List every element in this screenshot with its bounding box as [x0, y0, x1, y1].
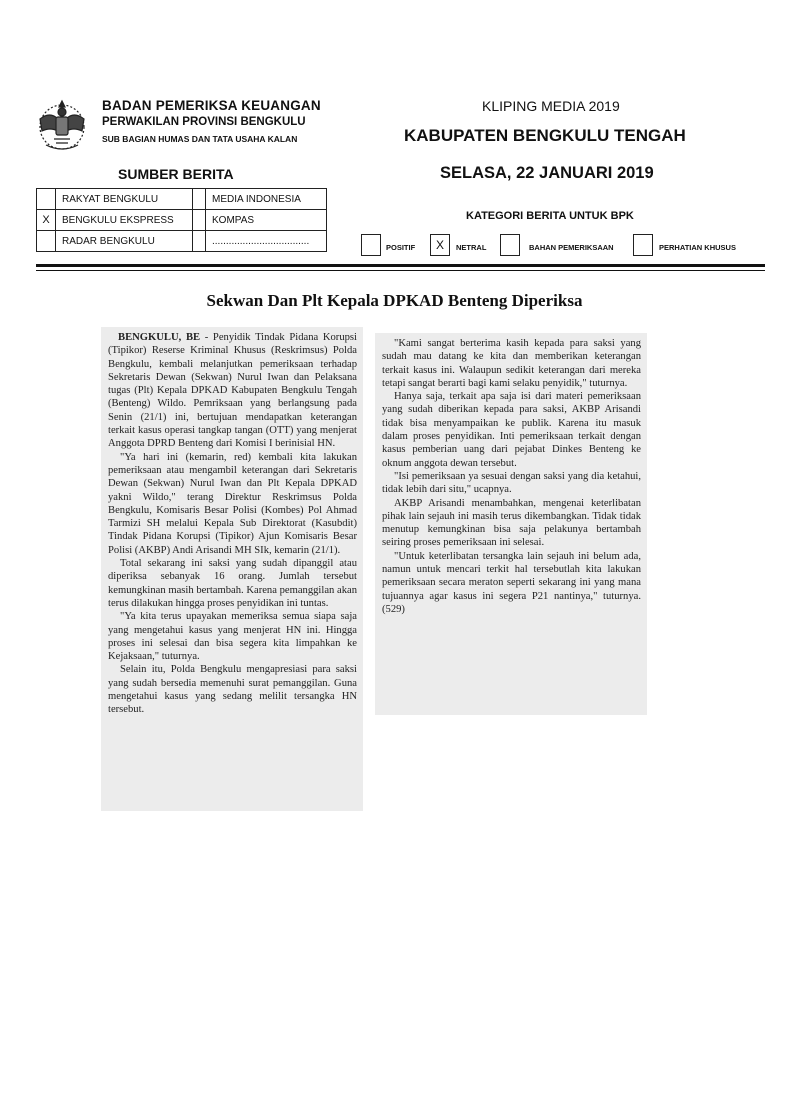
category-label: NETRAL: [456, 243, 487, 252]
article-paragraph: "Isi pemeriksaan ya sesuai dengan saksi yang dia ketahui, tidak lebih dari situ," ucapnya.: [382, 470, 641, 496]
divider-rule: [36, 264, 765, 267]
source-name: BENGKULU EKSPRESS: [56, 210, 193, 231]
category-label: PERHATIAN KHUSUS: [659, 243, 736, 252]
source-name: ...................................: [206, 231, 327, 252]
article-column-1: [101, 327, 363, 811]
source-gap: [193, 231, 206, 252]
source-table: [36, 188, 327, 252]
article-dateline: BENGKULU, BE: [118, 332, 201, 343]
source-row: [37, 189, 327, 210]
article-paragraph: [108, 331, 357, 451]
source-name: MEDIA INDONESIA: [206, 189, 327, 210]
category-checkbox-positif: [361, 234, 381, 256]
category-checkbox-netral: X: [430, 234, 450, 256]
region-title: KABUPATEN BENGKULU TENGAH: [404, 126, 686, 145]
source-row: [37, 210, 327, 231]
org-subname: PERWAKILAN PROVINSI BENGKULU: [102, 116, 306, 128]
article-paragraph: "Untuk keterlibatan tersangka lain sejauh ini belum ada, namun untuk mencari terkit hal tersebutlah kita lakukan pemeriksaan secara meraton seperti sekarang ini yang mana tujuannya agar kasus ini segera P21 nantinya," tuturnya. (529): [382, 550, 641, 615]
source-mark: [37, 231, 56, 252]
kliping-title: KLIPING MEDIA 2019: [482, 98, 620, 114]
article-paragraph: AKBP Arisandi menambahkan, mengenai keterlibatan pihak lain sejauh ini masih terus dikembangkan. Tidak tidak menutup kemungkinan bisa saja pelakunya bertambah seiring proses pemeriksaan ini selesai.: [382, 497, 641, 549]
source-row: [37, 231, 327, 252]
article-paragraph: "Ya hari ini (kemarin, red) kembali kita lakukan pemeriksaan atau mengambil keterangan dari Sekretaris Dewan (Sekwan) Nurul Iwan dan Plt Kepala DPKAD yakni Wildo," terang Direktur Reskrimsus Polda Bengkulu, Komisaris Besar Polisi (Kombes) Pol Ahmad Tarmizi SH melalui Kepala Sub Direktorat (Kasubdit) Tindak Pidana Korupsi (Tipikor) Ajun Komisaris Besar Polisi (AKBP) Andi Arisandi MH SIk, kemarin (21/1).: [108, 451, 357, 556]
source-name: KOMPAS: [206, 210, 327, 231]
article-paragraph: "Kami sangat berterima kasih kepada para saksi yang sudah mau datang ke kita dan memberikan keterangan terkait kasus ini. Walaupun sedikit keterangan dari mereka tetapi sangat berarti bagi kami selaku penyidik," tuturnya.: [382, 338, 641, 389]
category-label: BAHAN PEMERIKSAAN: [529, 243, 614, 252]
date-title: SELASA, 22 JANUARI 2019: [440, 164, 654, 182]
source-gap: [193, 210, 206, 231]
source-gap: [193, 189, 206, 210]
category-checkbox-perhatian: [633, 234, 653, 256]
article-paragraph: Hanya saja, terkait apa saja isi dari materi pemeriksaan yang sudah diberikan kepada para saksi, AKBP Arisandi tidak bisa menyampaikan ke publik. Karena itu masuk dalam proses penyidikan. Inti pemeriksaan terkait dengan kasus pemberian uang dari pejabat Dinkes Benteng ke oknum anggota dewan tersebut.: [382, 391, 641, 469]
category-heading: KATEGORI BERITA UNTUK BPK: [466, 210, 634, 222]
category-checkbox-bahan: [500, 234, 520, 256]
category-label: POSITIF: [386, 243, 416, 252]
source-mark: [37, 189, 56, 210]
article-text: - Penyidik Tindak Pidana Korupsi (Tipikor) Reserse Kriminal Khusus (Reskrimsus) Polda Bengkulu, kembali melanjutkan pemeriksaan terhadap Sekretaris Dewan (Sekwan) Nurul Iwan dan Pelaksana tugas (Plt) Kepala DPKAD Kabupaten Bengkulu Tengah (Benteng) Wildo. Pemriksaan yang berlangsung pada Senin (21/1) ini, bertujuan mendapatkan keterangan terkait kasus operasi tangkap tangan (OTT) yang menjerat Anggota DPRD Benteng dari Komisi I berinisial HN.: [108, 332, 357, 450]
org-name: BADAN PEMERIKSA KEUANGAN: [102, 98, 321, 113]
bpk-garuda-logo-icon: [32, 97, 92, 153]
article-paragraph: Total sekarang ini saksi yang sudah dipanggil atau diperiksa sebanyak 16 orang. Jumlah tersebut kemungkinan masih bertambah. Karena pemanggilan akan terus dilakukan hingga proses penyidikan ini tuntas.: [108, 558, 357, 609]
article-paragraph: "Ya kita terus upayakan memeriksa semua siapa saja yang mengetahui kasus yang menjerat HN ini. Hingga proses ini selesai dan bisa segera kita limpahkan ke Kejaksaan," tuturnya.: [108, 611, 357, 663]
article-column-2: [375, 333, 647, 715]
source-mark: X: [37, 210, 56, 231]
org-division: SUB BAGIAN HUMAS DAN TATA USAHA KALAN: [102, 134, 298, 144]
article-headline: Sekwan Dan Plt Kepala DPKAD Benteng Diperiksa: [206, 291, 583, 310]
source-name: RADAR BENGKULU: [56, 231, 193, 252]
source-name: RAKYAT BENGKULU: [56, 189, 193, 210]
source-heading: SUMBER BERITA: [118, 166, 234, 182]
divider-rule: [36, 270, 765, 271]
article-paragraph: Selain itu, Polda Bengkulu mengapresiasi para saksi yang sudah bersedia memenuhi surat pemanggilan. Guna mengetahui kasus yang sedang melilit tersangka HN tersebut.: [108, 664, 357, 716]
